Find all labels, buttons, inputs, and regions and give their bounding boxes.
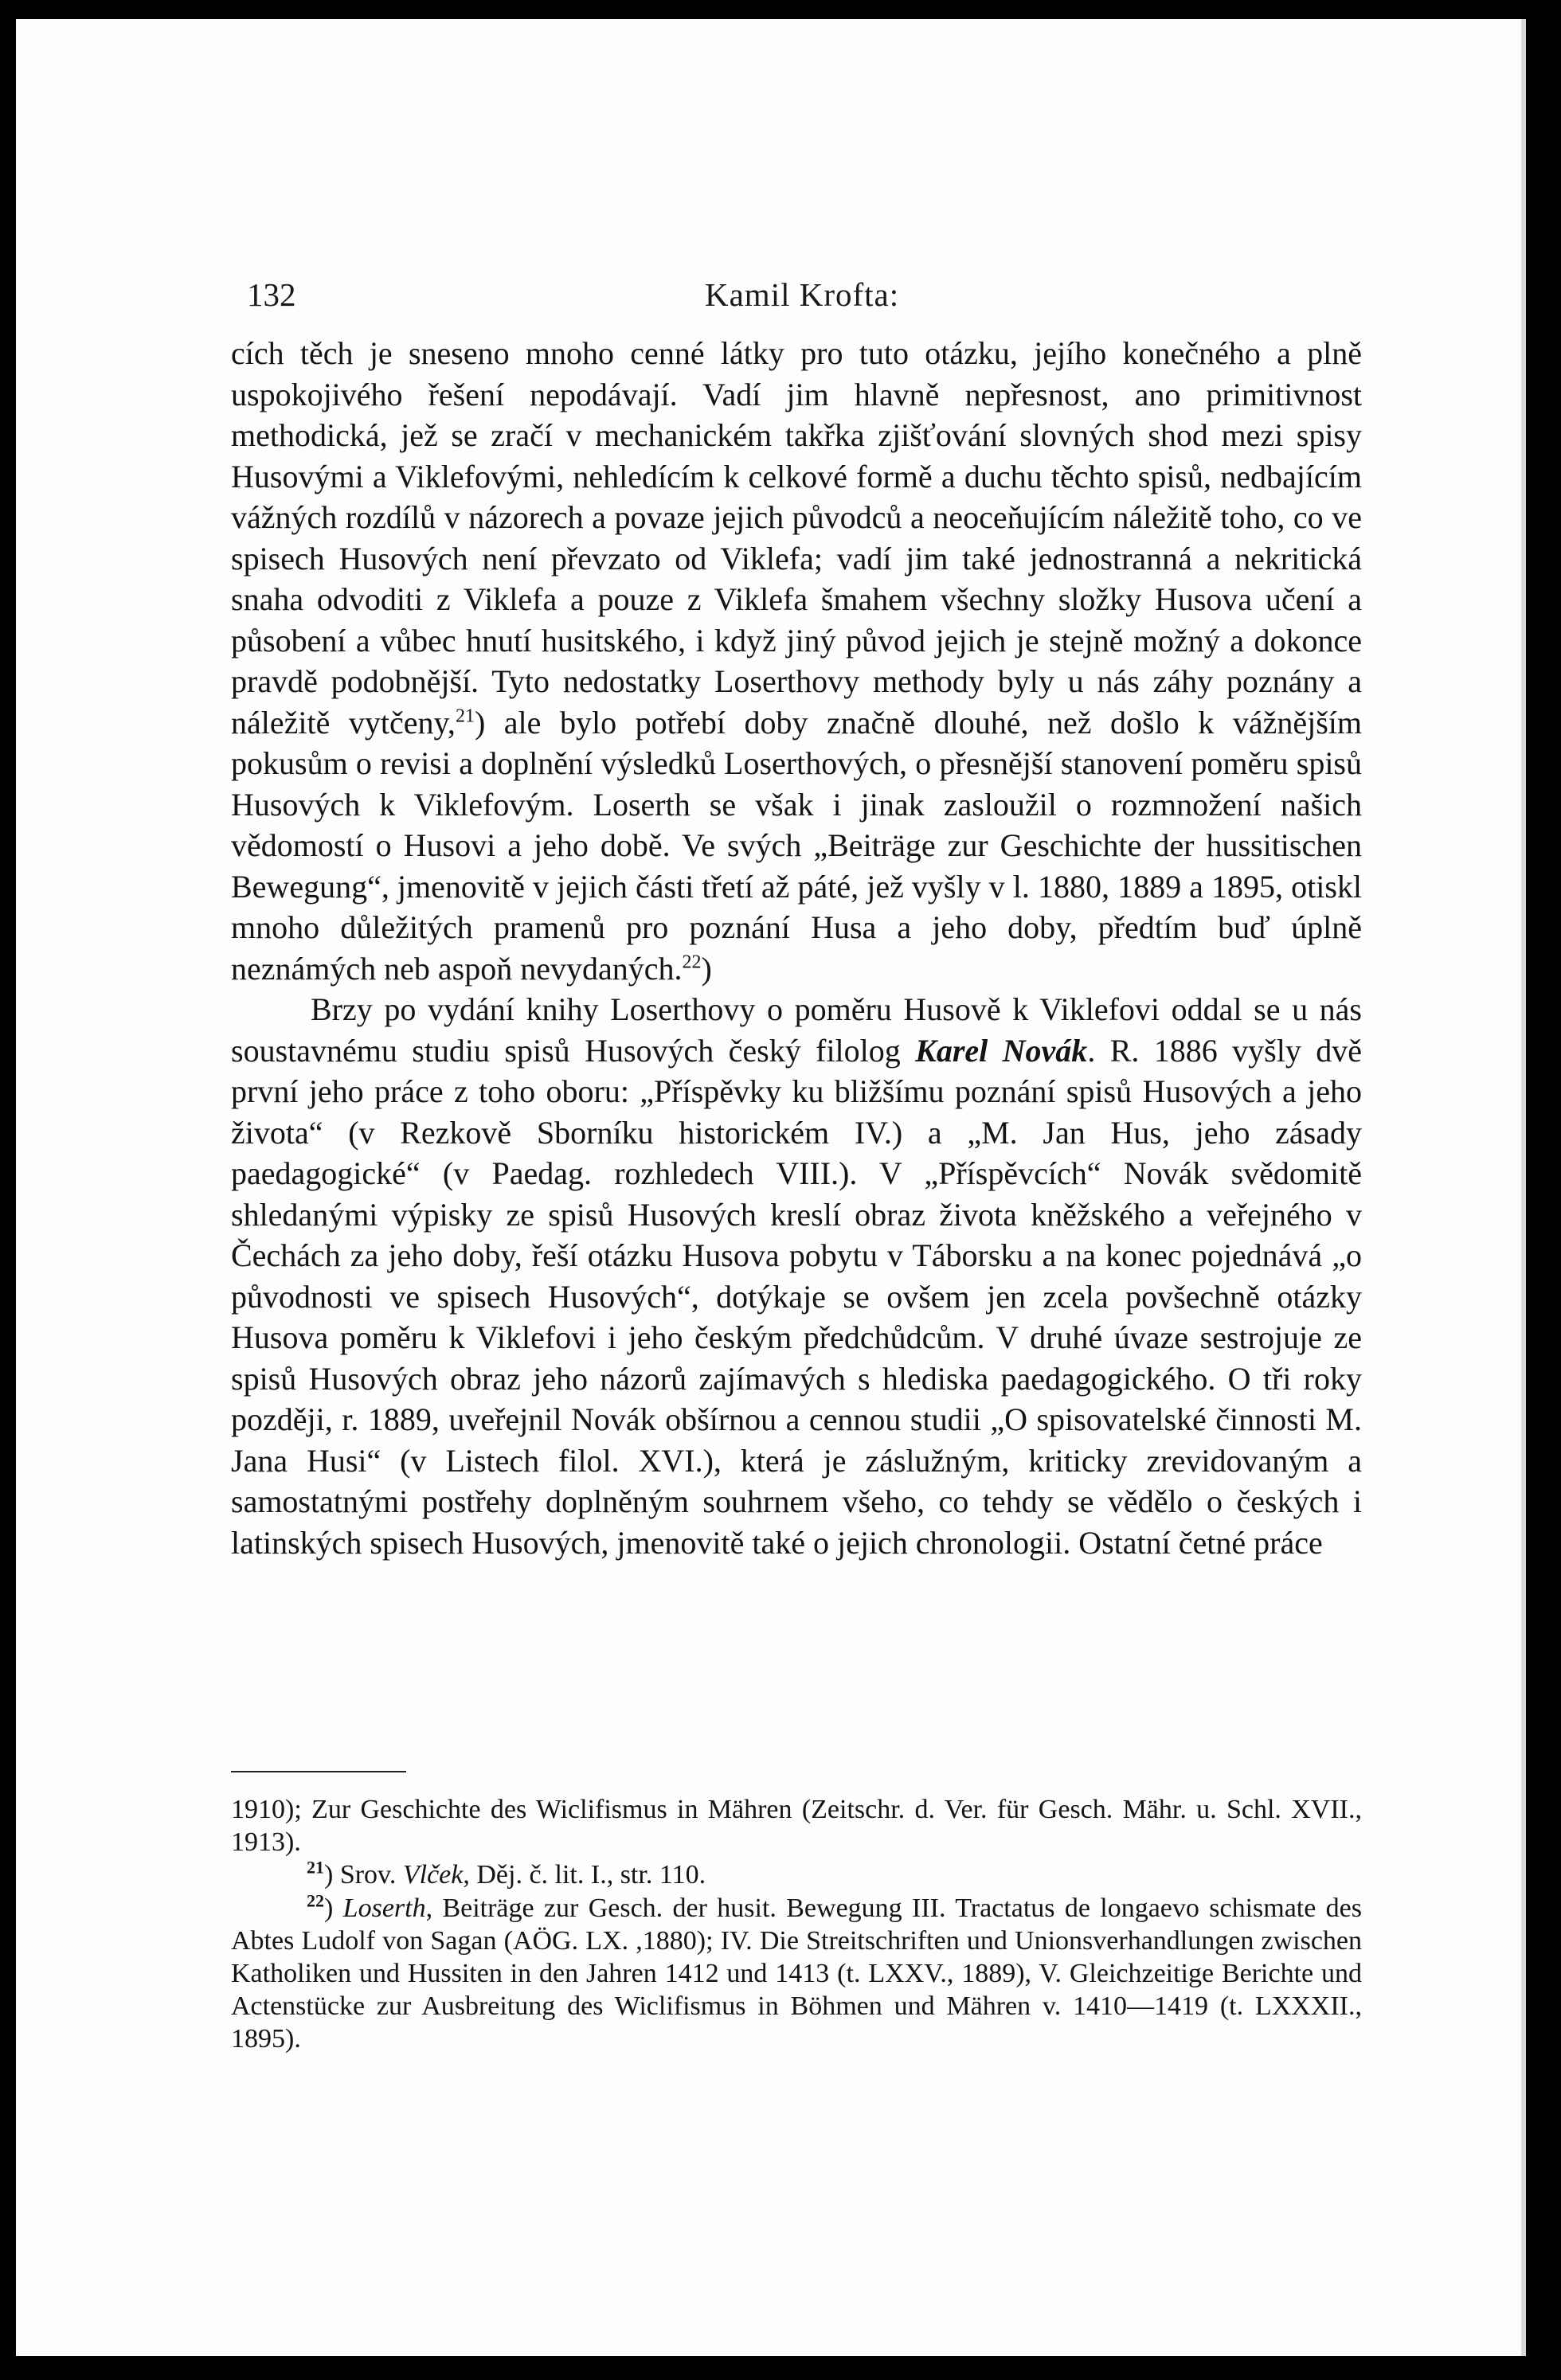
paragraph-1-text-a: cích těch je sneseno mnoho cenné látky pro tuto otázku, jejího konečného a plně uspokojivého řešení nepodávají. Vadí jim hlavně nepřesnost, ano primitivnost methodická, jež se zračí v mechanickém takřka zjišťování slovných shod mezi spisy Husovými a Viklefovými, nehledícím k celkové formě a duchu těchto spisů, nedbajícím vážných rozdílů v názorech a povaze jejich původců a neoceňujícím náležitě toho, co ve spisech Husových není převzato od Viklefa; vadí jim také jednostranná a nekritická snaha odvoditi z Viklefa a pouze z Viklefa šmahem všechny složky Husova učení a působení a vůbec hnutí husitského, i když jiný původ jejich je stejně možný a dokonce pravdě podobnější. Tyto nedostatky Loserthovy methody byly u nás záhy poznány a náležitě vytčeny,	[231, 335, 1362, 741]
footnote-22	[231, 1892, 1362, 2056]
footnote-ref-22: 22	[682, 952, 702, 973]
paragraph-2	[231, 989, 1362, 1563]
footnote-divider	[231, 1771, 406, 1772]
footnote-22-text-b: , Beiträge zur Gesch. der husit. Bewegung III. Tractatus de longaevo schismate des Abtes Ludolf von Sagan (AÖG. LX. ,1880); IV. Die Streitschriften und Unionsverhandlungen zwischen Katholiken und Hussiten in den Jahren 1412 und 1413 (t. LXXV., 1889), V. Gleichzeitige Berichte und Actenstücke zur Ausbreitung des Wiclifismus in Böhmen und Mähren v. 1410—1419 (t. LXXXII., 1895).	[231, 1893, 1362, 2054]
paragraph-2-text-a: Brzy po vydání knihy Loserthovy o poměru Husově k Viklefovi oddal se u nás soustavnému studiu spisů Husových český filolog	[231, 991, 1362, 1069]
page-header	[247, 276, 1378, 323]
footnotes	[231, 1793, 1362, 2056]
footnote-22-text-a: )	[324, 1893, 343, 1923]
paragraph-2-text-b: . R. 1886 vyšly dvě první jeho práce z toho oboru: „Příspěvky ku bližšímu poznání spisů Husových a jeho života“ (v Rezkově Sborníku historickém IV.) a „M. Jan Hus, jeho zásady paedagogické“ (v Paedag. rozhledech VIII.). V „Příspěvcích“ Novák svědomitě shledanými výpisky ze spisů Husových kreslí obraz života kněžského a veřejného v Čechách za jeho doby, řeší otázku Husova pobytu v Táborsku a na konec pojednává „o původnosti ve spisech Husových“, dotýkaje se ovšem jen zcela povšechně otázky Husova poměru k Viklefovi i jeho českým předchůdcům. V druhé úvaze sestrojuje ze spisů Husových obraz jeho názorů zajímavých s hlediska paedagogického. O tři roky později, r. 1889, uveřejnil Novák obšírnou a cennou studii „O spisovatelské činnosti M. Jana Husi“ (v Listech filol. XVI.), která je záslužným, kriticky zrevidovaným a samostatnými postřehy doplněným souhrnem všeho, co tehdy se vědělo o českých i latinských spisech Husových, jmenovitě také o jejich chronologii. Ostatní četné práce	[231, 1032, 1362, 1561]
footnote-21	[231, 1858, 1362, 1891]
footnote-22-marker: 22	[307, 1890, 324, 1911]
footnote-22-author: Loserth	[342, 1893, 426, 1923]
paragraph-1-text-c: )	[701, 950, 712, 987]
footnote-21-marker: 21	[307, 1858, 324, 1878]
paragraph-1	[231, 333, 1362, 989]
page-number: 132	[247, 276, 296, 313]
footnote-ref-21: 21	[455, 705, 475, 727]
footnote-21-text-b: , Děj. č. lit. I., str. 110.	[463, 1860, 706, 1890]
body-text	[231, 333, 1362, 1563]
running-head: Kamil Krofta:	[705, 276, 900, 313]
footnote-21-text-a: ) Srov.	[324, 1860, 403, 1890]
footnote-continuation: 1910); Zur Geschichte des Wiclifismus in Mähren (Zeitschr. d. Ver. für Gesch. Mähr. u. Schl. XVII., 1913).	[231, 1795, 1362, 1858]
footnote-21-author: Vlček	[402, 1860, 464, 1890]
paragraph-1-text-b: ) ale bylo potřebí doby značně dlouhé, než došlo k vážnějším pokusům o revisi a doplnění výsledků Loserthových, o přesnější stanovení poměru spisů Husových k Viklefovým. Loserth se však i jinak zasloužil o rozmnožení našich vědomostí o Husovi a jeho době. Ve svých „Beiträge zur Geschichte der hussitischen Bewegung“, jmenovitě v jejich části třetí až páté, jež vyšly v l. 1880, 1889 a 1895, otiskl mnoho důležitých pramenů pro poznání Husa a jeho doby, předtím buď úplně neznámých neb aspoň nevydaných.	[231, 704, 1362, 987]
person-name: Karel Novák	[915, 1032, 1088, 1069]
